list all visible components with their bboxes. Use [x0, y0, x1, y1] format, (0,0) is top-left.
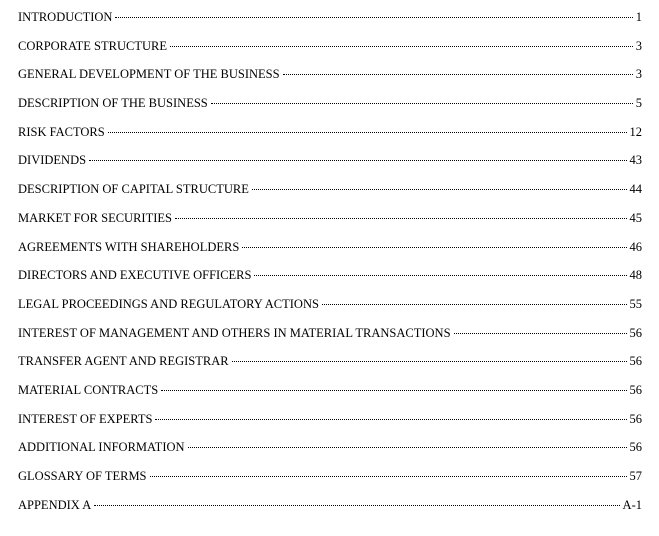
dot-leader — [232, 361, 627, 362]
toc-entry-page-number: 12 — [629, 124, 642, 139]
toc-entry-additional-information[interactable] — [18, 437, 642, 466]
toc-entry-title: GLOSSARY OF TERMS — [18, 469, 147, 483]
toc-entry-page-number: 5 — [635, 96, 642, 111]
dot-leader — [94, 505, 619, 506]
toc-entry-title: MARKET FOR SECURITIES — [18, 210, 172, 225]
toc-entry-title: TRANSFER AGENT AND REGISTRAR — [18, 354, 229, 369]
dot-leader — [242, 247, 626, 248]
dot-leader — [188, 447, 627, 448]
dot-leader — [155, 419, 626, 420]
toc-entry-page-number: 56 — [629, 325, 642, 340]
toc-entry-page-number: A-1 — [622, 497, 642, 512]
dot-leader — [108, 132, 627, 133]
toc-entry-introduction[interactable] — [18, 7, 642, 36]
toc-entry-page-number: 46 — [629, 239, 642, 254]
toc-entry-page-number: 56 — [629, 354, 642, 369]
table-of-contents — [18, 7, 642, 523]
dot-leader — [175, 218, 627, 219]
dot-leader — [454, 333, 627, 334]
toc-entry-title: INTEREST OF MANAGEMENT AND OTHERS IN MATERIAL TRANSACTIONS — [18, 325, 451, 340]
toc-entry-page-number: 57 — [629, 469, 642, 483]
toc-entry-page-number: 3 — [635, 38, 642, 53]
toc-entry-interest-of-experts[interactable] — [18, 409, 642, 438]
toc-entry-corporate-structure[interactable] — [18, 36, 642, 65]
toc-entry-glossary-of-terms[interactable] — [18, 466, 642, 495]
dot-leader — [170, 46, 633, 47]
toc-entry-title: DIRECTORS AND EXECUTIVE OFFICERS — [18, 268, 252, 283]
toc-entry-appendix-a[interactable] — [18, 495, 642, 524]
dot-leader — [161, 390, 626, 391]
toc-entry-interest-of-management[interactable] — [18, 323, 642, 352]
toc-entry-page-number: 55 — [629, 296, 642, 311]
toc-entry-page-number: 56 — [629, 440, 642, 455]
toc-entry-title: DESCRIPTION OF CAPITAL STRUCTURE — [18, 182, 249, 197]
dot-leader — [283, 74, 633, 75]
toc-entry-directors-and-officers[interactable] — [18, 265, 642, 294]
dot-leader — [150, 476, 627, 477]
toc-entry-page-number: 48 — [629, 268, 642, 283]
toc-entry-transfer-agent[interactable] — [18, 351, 642, 380]
toc-entry-page-number: 43 — [629, 153, 642, 168]
toc-entry-page-number: 45 — [629, 210, 642, 225]
toc-entry-legal-proceedings[interactable] — [18, 294, 642, 323]
toc-entry-description-of-business[interactable] — [18, 93, 642, 122]
toc-entry-dividends[interactable] — [18, 150, 642, 179]
toc-entry-risk-factors[interactable] — [18, 122, 642, 151]
toc-entry-market-for-securities[interactable] — [18, 208, 642, 237]
dot-leader — [115, 17, 632, 18]
toc-entry-page-number: 3 — [635, 67, 642, 82]
toc-entry-capital-structure[interactable] — [18, 179, 642, 208]
toc-entry-title: MATERIAL CONTRACTS — [18, 382, 159, 397]
dot-leader — [89, 160, 626, 161]
toc-entry-title: APPENDIX A — [18, 497, 92, 512]
toc-entry-title: GENERAL DEVELOPMENT OF THE BUSINESS — [18, 67, 280, 82]
toc-entry-page-number: 56 — [629, 411, 642, 426]
toc-entry-title: INTEREST OF EXPERTS — [18, 411, 153, 426]
toc-entry-title: DIVIDENDS — [18, 153, 87, 168]
toc-entry-title: ADDITIONAL INFORMATION — [18, 440, 185, 455]
toc-entry-page-number: 56 — [629, 382, 642, 397]
dot-leader — [254, 275, 626, 276]
toc-entry-page-number: 44 — [629, 182, 642, 197]
toc-entry-page-number: 1 — [635, 10, 642, 24]
toc-entry-title: AGREEMENTS WITH SHAREHOLDERS — [18, 239, 240, 254]
toc-entry-agreements-with-shareholders[interactable] — [18, 237, 642, 266]
toc-entry-title: LEGAL PROCEEDINGS AND REGULATORY ACTIONS — [18, 296, 319, 311]
toc-entry-title: CORPORATE STRUCTURE — [18, 38, 167, 53]
toc-entry-material-contracts[interactable] — [18, 380, 642, 409]
dot-leader — [211, 103, 633, 104]
toc-entry-title: RISK FACTORS — [18, 124, 105, 139]
toc-entry-title: DESCRIPTION OF THE BUSINESS — [18, 96, 208, 111]
toc-entry-title: INTRODUCTION — [18, 10, 113, 24]
dot-leader — [252, 189, 627, 190]
toc-entry-general-development[interactable] — [18, 64, 642, 93]
dot-leader — [322, 304, 627, 305]
